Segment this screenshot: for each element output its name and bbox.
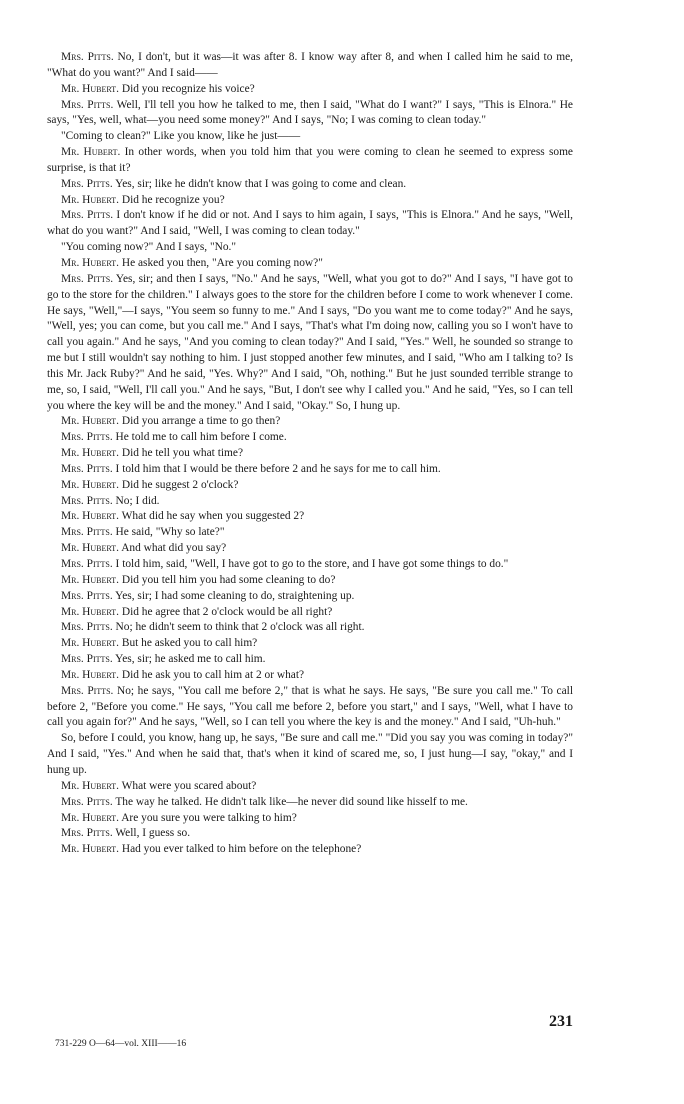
speaker-label: Mrs. Pitts. [61,827,113,840]
transcript-paragraph [47,541,573,557]
speaker-label: Mrs. Pitts. [61,98,114,111]
paragraph-text: What did he say when you suggested 2? [121,510,305,523]
transcript-paragraph [47,731,573,779]
paragraph-text: Well, I'll tell you how he talked to me, then I said, "What do I want?" I says, "This is Elnora." He says, "Yes, well, what—you need some money?" And I says, "No; I was coming to clean today." [47,98,573,127]
speaker-label: Mr. Hubert. [61,573,119,586]
paragraph-text: But he asked you to call him? [121,637,258,650]
paragraph-text: I don't know if he did or not. And I says to him again, I says, "This is Elnora." And he says, "Well, what do you want?" And I said, "Well, I was coming to clean today." [47,209,573,238]
paragraph-text: "You coming now?" And I says, "No." [61,241,237,254]
speaker-label: Mrs. Pitts. [61,621,113,634]
transcript-paragraph [47,129,573,145]
paragraph-text: No; I did. [115,494,160,507]
paragraph-text: "Coming to clean?" Like you know, like he just—— [61,130,301,143]
paragraph-text: Did he tell you what time? [121,447,243,460]
transcript-paragraph [47,430,573,446]
speaker-label: Mr. Hubert. [61,779,119,792]
speaker-label: Mr. Hubert. [61,447,119,460]
transcript-paragraph [47,573,573,589]
speaker-label: Mrs. Pitts. [61,526,113,539]
speaker-label: Mr. Hubert. [61,637,119,650]
paragraph-text: So, before I could, you know, hang up, he says, "Be sure and call me." "Did you say you was coming in today?" And I said, "Yes." And when he said that, that's when it kind of scared me, so, I just hung—I say, "okay," and I hung up. [47,732,573,776]
transcript-paragraph [47,240,573,256]
paragraph-text: Did he ask you to call him at 2 or what? [121,668,305,681]
paragraph-text: I told him, said, "Well, I have got to go to the store, and I have got some things to do." [115,558,509,570]
page-number: 231 [549,1013,573,1030]
paragraph-text: He asked you then, "Are you coming now?" [121,256,323,269]
paragraph-text: The way he talked. He didn't talk like—he never did sound like hisself to me. [115,795,468,808]
paragraph-text: Well, I guess so. [115,827,191,840]
paragraph-text: No, I don't, but it was—it was after 8. I know way after 8, and when I called him he said to me, "What do you want?" And I said—— [47,51,573,79]
speaker-label: Mrs. Pitts. [61,272,114,285]
paragraph-text: What were you scared about? [121,779,257,792]
paragraph-text: He said, "Why so late?" [115,526,225,539]
paragraph-text: Yes, sir; and then I says, "No." And he says, "Well, what you got to do?" And I says, "I have got to go to the store for the children." I always goes to the store for the children before I come to work whenever I come. He says, "Well,"—I says, "You seem so funny to me." And I says, "Do you want me to come today?" And he says, "Well, yes; you can come, but you call me." And I says, "That's what I'm doing now, calling you so I won't have to call you again." And he says, "And you coming to clean today?" And I said, "Yes." Well, he sounded so strange to me but I still wouldn't say nothing to him. I just stopped another few minutes, and I said, "Who am I talking to? Is this Mr. Jack Ruby?" And he said, "Yes. Why?" And I said, "Oh, nothing." But he just sounded terrible strange to me, so, I said, "Well, I'll call you." And he says, "But, I don't see why I called you." And he said, "Yes, so I can tell you where the key will be and the money." And I said, "Okay." So, I hung up. [47,272,573,412]
speaker-label: Mr. Hubert. [61,256,119,269]
transcript-paragraph [47,509,573,525]
speaker-label: Mr. Hubert. [61,193,119,206]
transcript-paragraph [47,414,573,430]
speaker-label: Mrs. Pitts. [61,589,113,602]
paragraph-text: Did he suggest 2 o'clock? [121,478,239,491]
paragraph-text: I told him that I would be there before 2 and he says for me to call him. [115,462,441,475]
paragraph-text: Did you recognize his voice? [121,82,255,95]
speaker-label: Mr. Hubert. [61,146,121,159]
speaker-label: Mr. Hubert. [61,542,119,555]
paragraph-text: He told me to call him before I come. [115,431,287,444]
transcript-paragraph [47,446,573,462]
transcript-paragraph [47,98,573,130]
paragraph-text: Are you sure you were talking to him? [121,811,297,824]
speaker-label: Mr. Hubert. [61,82,119,95]
speaker-label: Mrs. Pitts. [61,558,113,570]
transcript-paragraph [47,82,573,98]
speaker-label: Mrs. Pitts. [61,51,114,63]
transcript-paragraph [47,684,573,732]
speaker-label: Mr. Hubert. [61,510,119,523]
paragraph-text: No; he didn't seem to think that 2 o'clock was all right. [115,621,365,634]
paragraph-text: Yes, sir; I had some cleaning to do, straightening up. [115,589,355,602]
transcript-paragraph [47,652,573,668]
transcript-paragraph [47,620,573,636]
paragraph-text: Had you ever talked to him before on the telephone? [121,843,362,856]
transcript-paragraph [47,145,573,177]
speaker-label: Mr. Hubert. [61,478,119,491]
transcript-paragraph [47,50,573,82]
transcript-paragraph [47,494,573,510]
transcript-paragraph [47,478,573,494]
speaker-label: Mrs. Pitts. [61,653,113,666]
transcript-paragraph [47,177,573,193]
paragraph-text: Yes, sir; he asked me to call him. [115,653,266,666]
paragraph-text: Did he recognize you? [121,193,225,206]
speaker-label: Mrs. Pitts. [61,494,113,507]
transcript-paragraph [47,779,573,795]
speaker-label: Mr. Hubert. [61,843,119,856]
transcript-paragraph [47,272,573,415]
speaker-label: Mrs. Pitts. [61,177,113,190]
speaker-label: Mr. Hubert. [61,605,119,618]
transcript-paragraph [47,208,573,240]
paragraph-text: Did you arrange a time to go then? [121,415,281,428]
speaker-label: Mr. Hubert. [61,415,119,428]
transcript-paragraph [47,525,573,541]
paragraph-text: No; he says, "You call me before 2," that is what he says. He says, "Be sure you call me." To call before 2, "Before you come." He says, "You call me before 2, before you start," and I says, "Well, what I have to call you again for?" And he says, "Well, so I can tell you where the key is and the money." And I said, "Uh-huh." [47,684,573,729]
transcript-paragraph [47,557,573,573]
transcript-paragraph [47,826,573,842]
transcript-paragraph [47,636,573,652]
speaker-label: Mrs. Pitts. [61,462,113,475]
transcript-paragraph [47,193,573,209]
paragraph-text: In other words, when you told him that you were coming to clean he seemed to express some surprise, is that it? [47,146,573,174]
transcript-paragraph [47,842,573,858]
paragraph-text: And what did you say? [121,542,227,555]
speaker-label: Mrs. Pitts. [61,431,113,444]
speaker-label: Mr. Hubert. [61,811,119,824]
transcript-paragraph [47,589,573,605]
transcript-paragraph [47,795,573,811]
speaker-label: Mrs. Pitts. [61,795,113,808]
transcript-paragraph [47,811,573,827]
footer-print-code: 731-229 O—64—vol. XIII——16 [55,1039,187,1049]
speaker-label: Mrs. Pitts. [61,684,114,697]
transcript-paragraph [47,668,573,684]
paragraph-text: Yes, sir; like he didn't know that I was going to come and clean. [115,177,407,190]
paragraph-text: Did you tell him you had some cleaning to do? [121,573,336,586]
paragraph-text: Did he agree that 2 o'clock would be all right? [121,605,333,618]
speaker-label: Mrs. Pitts. [61,209,114,222]
transcript-body [47,50,573,858]
transcript-paragraph [47,256,573,272]
speaker-label: Mr. Hubert. [61,668,119,681]
transcript-paragraph [47,462,573,478]
transcript-paragraph [47,605,573,621]
